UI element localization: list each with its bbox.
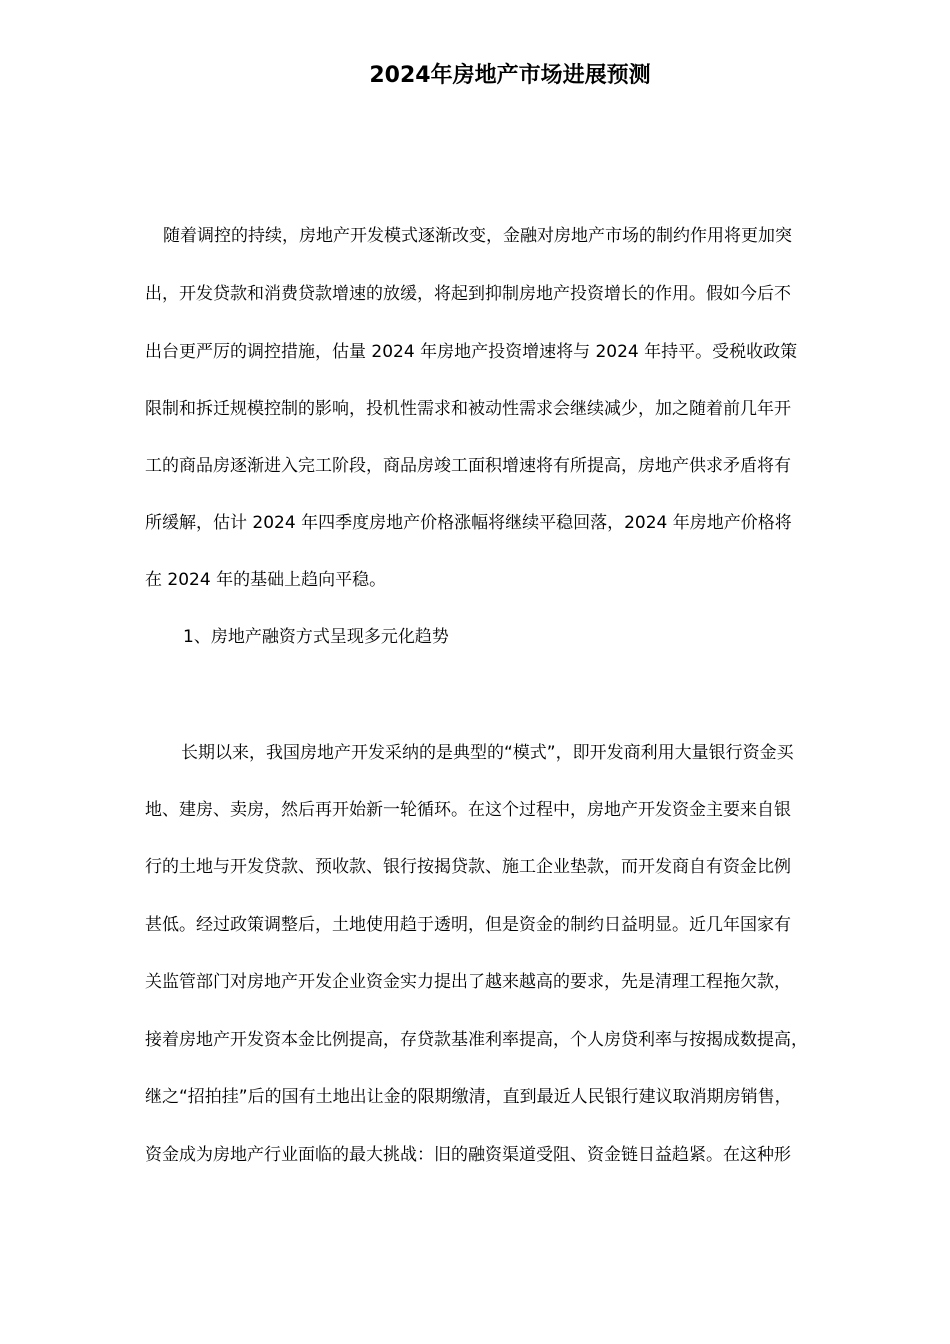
- paragraph-2-line-2: 地、建房、卖房，然后再开始新一轮循环。在这个过程中，房地产开发资金主要来自银: [145, 800, 791, 820]
- paragraph-2-line-8: 资金成为房地产行业面临的最大挑战：旧的融资渠道受阻、资金链日益趋紧。在这种形: [145, 1145, 791, 1165]
- paragraph-2-line-5: 关监管部门对房地产开发企业资金实力提出了越来越高的要求，先是清理工程拖欠款，: [145, 972, 791, 992]
- paragraph-1-line-1: 随着调控的持续，房地产开发模式逐渐改变，金融对房地产市场的制约作用将更加突: [163, 226, 792, 246]
- paragraph-1-line-3: 出台更严厉的调控措施，估量 2024 年房地产投资增速将与 2024 年持平。受税收政策: [145, 342, 798, 362]
- paragraph-2-line-1: 长期以来，我国房地产开发采纳的是典型的“模式”，即开发商利用大量银行资金买: [181, 743, 794, 763]
- paragraph-1-line-6: 所缓解，估计 2024 年四季度房地产价格涨幅将继续平稳回落，2024 年房地产价格将: [145, 513, 792, 533]
- paragraph-2-line-6: 接着房地产开发资本金比例提高，存贷款基准利率提高，个人房贷利率与按揭成数提高，: [145, 1030, 808, 1050]
- paragraph-1-line-2: 出，开发贷款和消费贷款增速的放缓，将起到抑制房地产投资增长的作用。假如今后不: [145, 284, 791, 304]
- section-heading: 1、房地产融资方式呈现多元化趋势: [183, 627, 449, 647]
- paragraph-2-line-7: 继之“招拍挂”后的国有土地出让金的限期缴清，直到最近人民银行建议取消期房销售，: [145, 1087, 792, 1107]
- paragraph-1-line-4: 限制和拆迁规模控制的影响，投机性需求和被动性需求会继续减少，加之随着前几年开: [145, 399, 791, 419]
- document-title: 2024年房地产市场进展预测: [369, 63, 651, 88]
- paragraph-2-line-4: 甚低。经过政策调整后，土地使用趋于透明，但是资金的制约日益明显。近几年国家有: [145, 915, 791, 935]
- paragraph-1-line-5: 工的商品房逐渐进入完工阶段，商品房竣工面积增速将有所提高，房地产供求矛盾将有: [145, 456, 791, 476]
- paragraph-2-line-3: 行的土地与开发贷款、预收款、银行按揭贷款、施工企业垫款，而开发商自有资金比例: [145, 857, 791, 877]
- paragraph-1-line-7: 在 2024 年的基础上趋向平稳。: [145, 570, 387, 590]
